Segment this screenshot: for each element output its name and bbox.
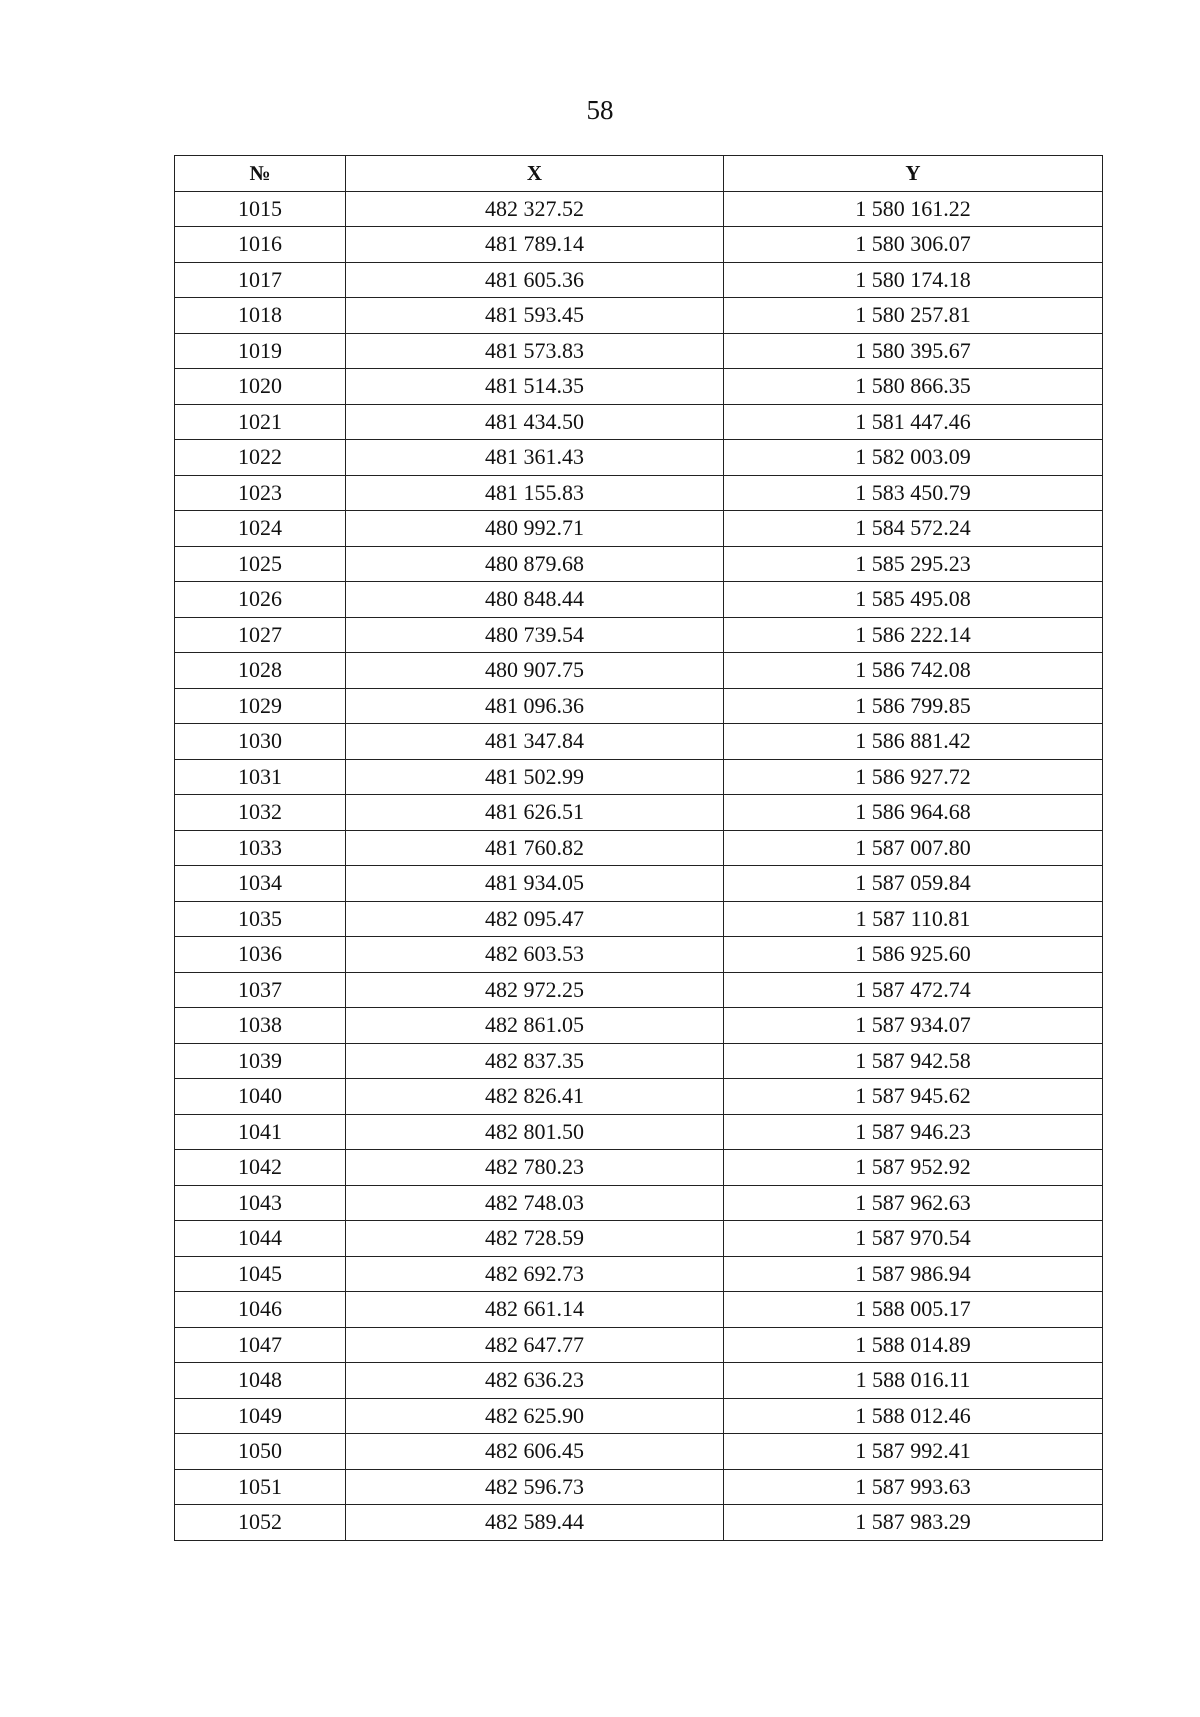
cell-x: 482 603.53 (346, 937, 724, 973)
cell-number: 1021 (175, 404, 346, 440)
cell-y: 1 588 005.17 (724, 1292, 1103, 1328)
cell-number: 1029 (175, 688, 346, 724)
cell-y: 1 587 992.41 (724, 1434, 1103, 1470)
cell-y: 1 581 447.46 (724, 404, 1103, 440)
cell-x: 481 573.83 (346, 333, 724, 369)
table-row (175, 1043, 1103, 1079)
cell-number: 1024 (175, 511, 346, 547)
table-row (175, 724, 1103, 760)
cell-y: 1 582 003.09 (724, 440, 1103, 476)
cell-number: 1037 (175, 972, 346, 1008)
cell-number: 1033 (175, 830, 346, 866)
cell-x: 482 661.14 (346, 1292, 724, 1328)
cell-y: 1 580 257.81 (724, 298, 1103, 334)
cell-x: 481 626.51 (346, 795, 724, 831)
table-row (175, 440, 1103, 476)
cell-x: 480 879.68 (346, 546, 724, 582)
cell-y: 1 587 946.23 (724, 1114, 1103, 1150)
cell-number: 1025 (175, 546, 346, 582)
table-row (175, 1505, 1103, 1541)
table-row (175, 1256, 1103, 1292)
table-row (175, 582, 1103, 618)
cell-number: 1035 (175, 901, 346, 937)
cell-y: 1 587 970.54 (724, 1221, 1103, 1257)
header-y: Y (724, 156, 1103, 192)
table-row (175, 830, 1103, 866)
cell-number: 1048 (175, 1363, 346, 1399)
cell-x: 482 692.73 (346, 1256, 724, 1292)
table-row (175, 1363, 1103, 1399)
cell-number: 1027 (175, 617, 346, 653)
cell-x: 480 848.44 (346, 582, 724, 618)
cell-y: 1 587 983.29 (724, 1505, 1103, 1541)
table-row (175, 1398, 1103, 1434)
cell-number: 1042 (175, 1150, 346, 1186)
cell-y: 1 587 952.92 (724, 1150, 1103, 1186)
cell-x: 482 095.47 (346, 901, 724, 937)
header-x: X (346, 156, 724, 192)
table-row (175, 759, 1103, 795)
cell-y: 1 580 395.67 (724, 333, 1103, 369)
cell-y: 1 580 306.07 (724, 227, 1103, 263)
cell-number: 1015 (175, 191, 346, 227)
table-body (175, 191, 1103, 1540)
cell-number: 1040 (175, 1079, 346, 1115)
cell-number: 1051 (175, 1469, 346, 1505)
cell-y: 1 586 222.14 (724, 617, 1103, 653)
cell-number: 1023 (175, 475, 346, 511)
cell-x: 480 739.54 (346, 617, 724, 653)
cell-y: 1 586 927.72 (724, 759, 1103, 795)
cell-x: 480 992.71 (346, 511, 724, 547)
cell-y: 1 587 962.63 (724, 1185, 1103, 1221)
cell-number: 1038 (175, 1008, 346, 1044)
table-row (175, 262, 1103, 298)
table-row (175, 972, 1103, 1008)
cell-y: 1 588 016.11 (724, 1363, 1103, 1399)
table-row (175, 227, 1103, 263)
cell-x: 481 096.36 (346, 688, 724, 724)
cell-x: 482 606.45 (346, 1434, 724, 1470)
cell-x: 481 347.84 (346, 724, 724, 760)
table-row (175, 1185, 1103, 1221)
cell-x: 481 514.35 (346, 369, 724, 405)
cell-y: 1 587 993.63 (724, 1469, 1103, 1505)
cell-x: 481 760.82 (346, 830, 724, 866)
cell-y: 1 587 934.07 (724, 1008, 1103, 1044)
table-row (175, 404, 1103, 440)
cell-y: 1 586 925.60 (724, 937, 1103, 973)
cell-y: 1 587 945.62 (724, 1079, 1103, 1115)
cell-number: 1050 (175, 1434, 346, 1470)
cell-x: 481 934.05 (346, 866, 724, 902)
cell-number: 1026 (175, 582, 346, 618)
cell-number: 1052 (175, 1505, 346, 1541)
table-row (175, 298, 1103, 334)
cell-number: 1039 (175, 1043, 346, 1079)
cell-x: 481 502.99 (346, 759, 724, 795)
cell-y: 1 588 012.46 (724, 1398, 1103, 1434)
cell-y: 1 583 450.79 (724, 475, 1103, 511)
cell-number: 1047 (175, 1327, 346, 1363)
cell-x: 482 625.90 (346, 1398, 724, 1434)
cell-number: 1044 (175, 1221, 346, 1257)
cell-x: 481 155.83 (346, 475, 724, 511)
cell-x: 482 837.35 (346, 1043, 724, 1079)
cell-x: 482 596.73 (346, 1469, 724, 1505)
cell-y: 1 584 572.24 (724, 511, 1103, 547)
table-row (175, 475, 1103, 511)
cell-number: 1018 (175, 298, 346, 334)
cell-number: 1041 (175, 1114, 346, 1150)
cell-x: 481 593.45 (346, 298, 724, 334)
cell-number: 1031 (175, 759, 346, 795)
cell-number: 1034 (175, 866, 346, 902)
table-row (175, 1079, 1103, 1115)
cell-number: 1043 (175, 1185, 346, 1221)
cell-x: 480 907.75 (346, 653, 724, 689)
header-row (175, 156, 1103, 192)
cell-x: 481 789.14 (346, 227, 724, 263)
cell-number: 1022 (175, 440, 346, 476)
cell-number: 1028 (175, 653, 346, 689)
cell-x: 481 434.50 (346, 404, 724, 440)
cell-number: 1017 (175, 262, 346, 298)
cell-x: 482 647.77 (346, 1327, 724, 1363)
cell-number: 1032 (175, 795, 346, 831)
cell-x: 482 636.23 (346, 1363, 724, 1399)
table-row (175, 369, 1103, 405)
cell-x: 482 826.41 (346, 1079, 724, 1115)
cell-number: 1036 (175, 937, 346, 973)
header-number: № (175, 156, 346, 192)
cell-y: 1 586 742.08 (724, 653, 1103, 689)
table-row (175, 617, 1103, 653)
cell-y: 1 588 014.89 (724, 1327, 1103, 1363)
cell-y: 1 587 059.84 (724, 866, 1103, 902)
cell-x: 482 589.44 (346, 1505, 724, 1541)
cell-number: 1016 (175, 227, 346, 263)
cell-y: 1 580 866.35 (724, 369, 1103, 405)
cell-y: 1 586 799.85 (724, 688, 1103, 724)
table-row (175, 1221, 1103, 1257)
table-header (175, 156, 1103, 192)
table-row (175, 1150, 1103, 1186)
cell-y: 1 587 472.74 (724, 972, 1103, 1008)
page-number: 58 (586, 95, 614, 125)
cell-x: 482 780.23 (346, 1150, 724, 1186)
cell-y: 1 586 964.68 (724, 795, 1103, 831)
table-row (175, 653, 1103, 689)
cell-x: 482 728.59 (346, 1221, 724, 1257)
cell-y: 1 587 942.58 (724, 1043, 1103, 1079)
table-row (175, 1469, 1103, 1505)
cell-number: 1046 (175, 1292, 346, 1328)
cell-number: 1019 (175, 333, 346, 369)
cell-y: 1 580 161.22 (724, 191, 1103, 227)
table-row (175, 546, 1103, 582)
table-row (175, 901, 1103, 937)
table-row (175, 1114, 1103, 1150)
cell-x: 482 861.05 (346, 1008, 724, 1044)
table-row (175, 333, 1103, 369)
table-row (175, 866, 1103, 902)
cell-number: 1049 (175, 1398, 346, 1434)
cell-y: 1 580 174.18 (724, 262, 1103, 298)
cell-number: 1020 (175, 369, 346, 405)
cell-x: 481 605.36 (346, 262, 724, 298)
table-row (175, 1008, 1103, 1044)
table-row (175, 511, 1103, 547)
table-row (175, 795, 1103, 831)
cell-x: 482 801.50 (346, 1114, 724, 1150)
table-row (175, 1434, 1103, 1470)
cell-x: 481 361.43 (346, 440, 724, 476)
table-row (175, 1292, 1103, 1328)
cell-x: 482 972.25 (346, 972, 724, 1008)
table-row (175, 937, 1103, 973)
table-row (175, 191, 1103, 227)
cell-number: 1030 (175, 724, 346, 760)
cell-number: 1045 (175, 1256, 346, 1292)
table-row (175, 1327, 1103, 1363)
coordinates-table (174, 155, 1103, 1541)
cell-y: 1 587 110.81 (724, 901, 1103, 937)
cell-y: 1 586 881.42 (724, 724, 1103, 760)
cell-x: 482 748.03 (346, 1185, 724, 1221)
cell-y: 1 587 986.94 (724, 1256, 1103, 1292)
cell-x: 482 327.52 (346, 191, 724, 227)
cell-y: 1 585 495.08 (724, 582, 1103, 618)
cell-y: 1 585 295.23 (724, 546, 1103, 582)
table-row (175, 688, 1103, 724)
cell-y: 1 587 007.80 (724, 830, 1103, 866)
